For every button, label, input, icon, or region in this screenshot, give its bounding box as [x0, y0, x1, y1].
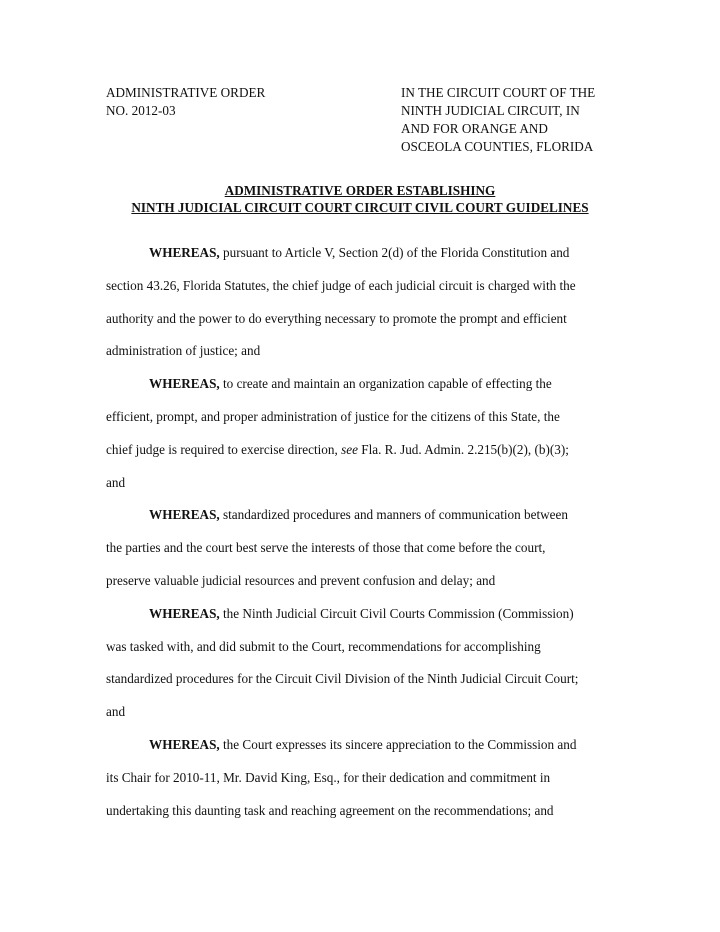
court-caption-line: AND FOR ORANGE AND — [401, 121, 548, 136]
paragraph-line: its Chair for 2010-11, Mr. David King, Esq., for their dedication and commitment in — [106, 769, 551, 785]
whereas-label: WHEREAS, — [149, 245, 220, 260]
paragraph-line: efficient, prompt, and proper administration of justice for the citizens of this State, the — [106, 408, 560, 424]
paragraph-line: and — [106, 704, 126, 720]
whereas-label: WHEREAS, — [149, 376, 220, 392]
paragraph-line — [106, 375, 612, 408]
paragraph-line — [106, 244, 612, 277]
paragraph-text: to create and maintain an organization capable of effecting the — [219, 376, 552, 392]
paragraph-line: the parties and the court best serve the interests of those that come before the court, — [106, 540, 546, 556]
court-caption-line: IN THE CIRCUIT COURT OF THE — [401, 85, 596, 100]
court-caption-line: NINTH JUDICIAL CIRCUIT, IN — [401, 103, 580, 118]
paragraph-line: undertaking this daunting task and reaching agreement on the recommendations; and — [106, 802, 554, 818]
court-caption-line: OSCEOLA COUNTIES, FLORIDA — [401, 139, 594, 154]
whereas-label: WHEREAS, — [149, 736, 220, 752]
whereas-label: WHEREAS, — [149, 507, 220, 523]
paragraph-line: was tasked with, and did submit to the Court, recommendations for accomplishing — [106, 638, 541, 654]
whereas-label: WHEREAS, — [149, 605, 220, 621]
paragraph-line: preserve valuable judicial resources and prevent confusion and delay; and — [106, 572, 496, 588]
paragraph-line: standardized procedures for the Circuit Civil Division of the Ninth Judicial Circuit Court; — [106, 671, 579, 687]
paragraph-line — [106, 605, 612, 638]
court-caption-block — [401, 84, 595, 156]
order-number-block — [106, 84, 265, 120]
paragraph-text: pursuant to Article V, Section 2(d) of the Florida Constitution and — [219, 245, 570, 260]
order-label: ADMINISTRATIVE ORDER — [106, 85, 266, 100]
paragraph-line — [106, 506, 612, 539]
title-line-2: NINTH JUDICIAL CIRCUIT COURT CIRCUIT CIVIL COURT GUIDELINES — [131, 200, 589, 215]
paragraph-line — [106, 441, 612, 474]
paragraph-line: administration of justice; and — [106, 343, 261, 359]
order-number: NO. 2012-03 — [106, 103, 176, 118]
paragraph-text: the Ninth Judicial Circuit Civil Courts Commission (Commission) — [219, 605, 574, 621]
document-body — [106, 244, 612, 834]
see-citation-signal: see — [341, 441, 358, 457]
document-title — [0, 182, 720, 216]
paragraph-text: the Court expresses its sincere appreciation to the Commission and — [219, 736, 577, 752]
title-line-1: ADMINISTRATIVE ORDER ESTABLISHING — [224, 183, 496, 198]
paragraph-line — [106, 736, 612, 769]
paragraph-line: authority and the power to do everything necessary to promote the prompt and efficient — [106, 310, 567, 326]
paragraph-text: chief judge is required to exercise direction, — [106, 441, 342, 457]
paragraph-text: Fla. R. Jud. Admin. 2.215(b)(2), (b)(3); — [357, 441, 569, 457]
paragraph-line: section 43.26, Florida Statutes, the chief judge of each judicial circuit is charged with the — [106, 277, 576, 293]
paragraph-line: and — [106, 474, 126, 490]
paragraph-text: standardized procedures and manners of communication between — [219, 507, 568, 523]
